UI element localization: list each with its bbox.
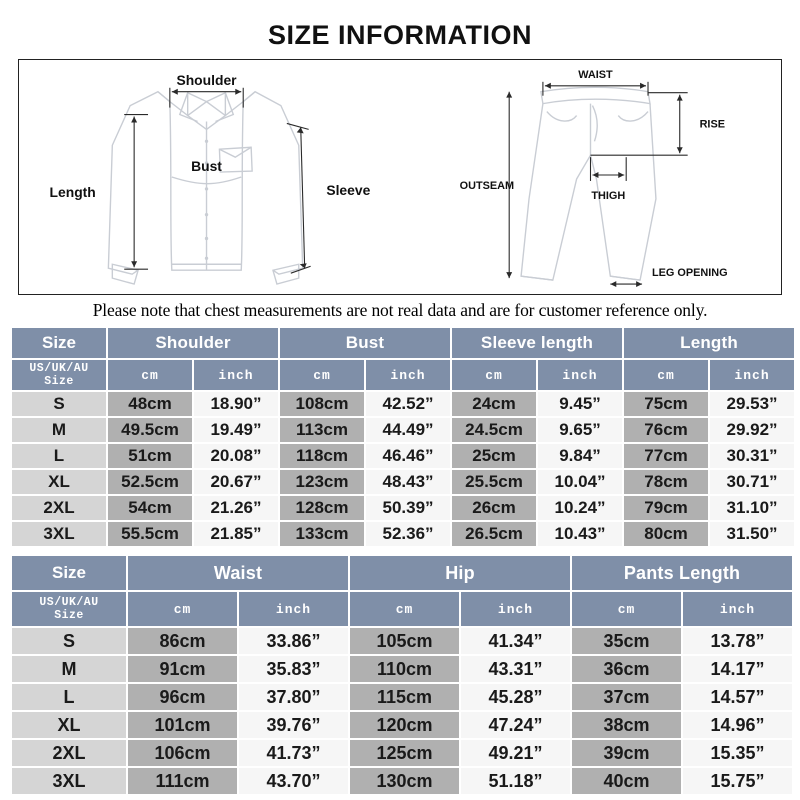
cell-sleeve-in: 10.24” (538, 496, 622, 520)
pants-illustration-svg (400, 60, 781, 294)
bottoms-header-size: Size (12, 556, 126, 590)
cell-hip-cm: 110cm (350, 656, 459, 682)
cell-size: L (12, 684, 126, 710)
shirt-label-length: Length (49, 183, 96, 200)
cell-waist-cm: 111cm (128, 768, 237, 794)
bottoms-unit-waist-cm: cm (128, 592, 237, 626)
table-row (12, 444, 794, 468)
cell-size: S (12, 392, 106, 416)
cell-length-in: 30.71” (710, 470, 794, 494)
cell-shoulder-cm: 48cm (108, 392, 192, 416)
cell-length-cm: 76cm (624, 418, 708, 442)
cell-hip-cm: 105cm (350, 628, 459, 654)
cell-sleeve-cm: 26cm (452, 496, 536, 520)
pants-label-outseam: OUTSEAM (459, 179, 515, 192)
cell-shoulder-in: 18.90” (194, 392, 278, 416)
bottoms-unit-waist-inch: inch (239, 592, 348, 626)
cell-sleeve-cm: 26.5cm (452, 522, 536, 546)
cell-waist-in: 41.73” (239, 740, 348, 766)
cell-sleeve-cm: 24.5cm (452, 418, 536, 442)
cell-waist-in: 33.86” (239, 628, 348, 654)
tops-unit-header-row (12, 360, 794, 390)
tops-size-sub-line1: US/UK/AU (29, 362, 89, 375)
table-row (12, 418, 794, 442)
table-row (12, 522, 794, 546)
bottoms-size-sub-line2: Size (54, 609, 84, 622)
cell-bust-cm: 113cm (280, 418, 364, 442)
table-row (12, 712, 792, 738)
illustration-box (18, 59, 782, 295)
tops-size-sub-line2: Size (44, 375, 74, 388)
cell-pants-cm: 37cm (572, 684, 681, 710)
bottoms-size-sub-line1: US/UK/AU (39, 596, 99, 609)
pants-diagram (400, 60, 781, 294)
cell-length-in: 31.50” (710, 522, 794, 546)
bottoms-unit-header-row (12, 592, 792, 626)
bottoms-header-size-sub (12, 592, 126, 626)
cell-shoulder-in: 21.85” (194, 522, 278, 546)
cell-length-cm: 77cm (624, 444, 708, 468)
cell-sleeve-cm: 25.5cm (452, 470, 536, 494)
cell-size: 3XL (12, 522, 106, 546)
cell-size: XL (12, 470, 106, 494)
bottoms-unit-pants-cm: cm (572, 592, 681, 626)
shirt-label-sleeve: Sleeve (326, 181, 371, 198)
cell-pants-in: 13.78” (683, 628, 792, 654)
cell-bust-cm: 108cm (280, 392, 364, 416)
pants-label-leg-opening: LEG OPENING (651, 267, 728, 280)
cell-size: 3XL (12, 768, 126, 794)
table-row (12, 628, 792, 654)
tops-unit-bust-cm: cm (280, 360, 364, 390)
cell-pants-cm: 36cm (572, 656, 681, 682)
cell-hip-cm: 115cm (350, 684, 459, 710)
tops-table-body (12, 392, 794, 546)
cell-sleeve-in: 10.04” (538, 470, 622, 494)
shirt-diagram (19, 60, 400, 294)
cell-waist-cm: 101cm (128, 712, 237, 738)
cell-length-cm: 75cm (624, 392, 708, 416)
cell-hip-cm: 125cm (350, 740, 459, 766)
bottoms-table-body (12, 628, 792, 794)
cell-sleeve-in: 9.65” (538, 418, 622, 442)
table-row (12, 392, 794, 416)
cell-pants-cm: 39cm (572, 740, 681, 766)
disclaimer-note: Please note that chest measurements are not real data and are for customer reference only. (92, 300, 708, 320)
bottoms-header-waist: Waist (128, 556, 348, 590)
cell-shoulder-in: 19.49” (194, 418, 278, 442)
cell-bust-cm: 128cm (280, 496, 364, 520)
cell-shoulder-cm: 52.5cm (108, 470, 192, 494)
cell-shoulder-cm: 49.5cm (108, 418, 192, 442)
bottoms-unit-hip-cm: cm (350, 592, 459, 626)
bottoms-unit-hip-inch: inch (461, 592, 570, 626)
cell-size: 2XL (12, 740, 126, 766)
cell-length-cm: 79cm (624, 496, 708, 520)
cell-shoulder-in: 20.08” (194, 444, 278, 468)
bottoms-size-table-wrapper (10, 554, 790, 796)
cell-length-in: 31.10” (710, 496, 794, 520)
shirt-label-bust: Bust (191, 158, 222, 175)
tops-group-header-row (12, 328, 794, 358)
table-row (12, 684, 792, 710)
bottoms-header-pants-length: Pants Length (572, 556, 792, 590)
page-title: SIZE INFORMATION (268, 20, 532, 50)
cell-length-cm: 78cm (624, 470, 708, 494)
cell-hip-in: 47.24” (461, 712, 570, 738)
cell-waist-in: 43.70” (239, 768, 348, 794)
tops-header-bust: Bust (280, 328, 450, 358)
cell-hip-in: 45.28” (461, 684, 570, 710)
cell-shoulder-cm: 54cm (108, 496, 192, 520)
tops-size-table (10, 326, 796, 548)
cell-waist-in: 35.83” (239, 656, 348, 682)
cell-pants-cm: 38cm (572, 712, 681, 738)
cell-shoulder-in: 21.26” (194, 496, 278, 520)
table-row (12, 768, 792, 794)
cell-bust-cm: 118cm (280, 444, 364, 468)
cell-waist-in: 37.80” (239, 684, 348, 710)
cell-pants-cm: 40cm (572, 768, 681, 794)
cell-hip-in: 51.18” (461, 768, 570, 794)
cell-length-in: 30.31” (710, 444, 794, 468)
shirt-label-shoulder: Shoulder (176, 71, 237, 88)
cell-pants-in: 15.35” (683, 740, 792, 766)
cell-bust-cm: 133cm (280, 522, 364, 546)
pants-label-rise: RISE (699, 118, 725, 131)
cell-pants-in: 14.17” (683, 656, 792, 682)
bottoms-size-table (10, 554, 794, 796)
cell-bust-in: 42.52” (366, 392, 450, 416)
table-row (12, 656, 792, 682)
cell-pants-in: 14.57” (683, 684, 792, 710)
cell-hip-cm: 130cm (350, 768, 459, 794)
cell-bust-in: 46.46” (366, 444, 450, 468)
cell-pants-in: 15.75” (683, 768, 792, 794)
cell-waist-cm: 91cm (128, 656, 237, 682)
pants-label-waist: WAIST (578, 68, 613, 81)
tops-header-shoulder: Shoulder (108, 328, 278, 358)
cell-bust-in: 48.43” (366, 470, 450, 494)
tops-unit-sleeve-cm: cm (452, 360, 536, 390)
cell-sleeve-in: 9.84” (538, 444, 622, 468)
cell-hip-in: 43.31” (461, 656, 570, 682)
cell-shoulder-cm: 55.5cm (108, 522, 192, 546)
cell-size: S (12, 628, 126, 654)
cell-length-in: 29.53” (710, 392, 794, 416)
cell-waist-cm: 96cm (128, 684, 237, 710)
cell-hip-in: 49.21” (461, 740, 570, 766)
cell-sleeve-cm: 24cm (452, 392, 536, 416)
cell-length-in: 29.92” (710, 418, 794, 442)
tops-unit-length-cm: cm (624, 360, 708, 390)
cell-size: M (12, 418, 106, 442)
tops-size-table-wrapper (10, 326, 790, 548)
cell-bust-in: 52.36” (366, 522, 450, 546)
tops-header-length: Length (624, 328, 794, 358)
cell-shoulder-in: 20.67” (194, 470, 278, 494)
tops-unit-shoulder-cm: cm (108, 360, 192, 390)
tops-unit-shoulder-inch: inch (194, 360, 278, 390)
cell-sleeve-in: 10.43” (538, 522, 622, 546)
cell-hip-cm: 120cm (350, 712, 459, 738)
cell-size: M (12, 656, 126, 682)
cell-bust-in: 50.39” (366, 496, 450, 520)
table-row (12, 740, 792, 766)
cell-size: L (12, 444, 106, 468)
tops-header-size-sub (12, 360, 106, 390)
pants-label-thigh: THIGH (591, 189, 626, 202)
cell-waist-cm: 106cm (128, 740, 237, 766)
bottoms-group-header-row (12, 556, 792, 590)
cell-hip-in: 41.34” (461, 628, 570, 654)
cell-waist-cm: 86cm (128, 628, 237, 654)
cell-bust-in: 44.49” (366, 418, 450, 442)
cell-length-cm: 80cm (624, 522, 708, 546)
shirt-illustration-svg (19, 60, 400, 294)
cell-size: 2XL (12, 496, 106, 520)
cell-pants-in: 14.96” (683, 712, 792, 738)
cell-pants-cm: 35cm (572, 628, 681, 654)
tops-header-sleeve-length: Sleeve length (452, 328, 622, 358)
cell-shoulder-cm: 51cm (108, 444, 192, 468)
table-row (12, 496, 794, 520)
tops-unit-sleeve-inch: inch (538, 360, 622, 390)
table-row (12, 470, 794, 494)
cell-size: XL (12, 712, 126, 738)
bottoms-header-hip: Hip (350, 556, 570, 590)
cell-sleeve-cm: 25cm (452, 444, 536, 468)
cell-sleeve-in: 9.45” (538, 392, 622, 416)
tops-unit-bust-inch: inch (366, 360, 450, 390)
tops-header-size: Size (12, 328, 106, 358)
tops-unit-length-inch: inch (710, 360, 794, 390)
bottoms-unit-pants-inch: inch (683, 592, 792, 626)
cell-waist-in: 39.76” (239, 712, 348, 738)
cell-bust-cm: 123cm (280, 470, 364, 494)
